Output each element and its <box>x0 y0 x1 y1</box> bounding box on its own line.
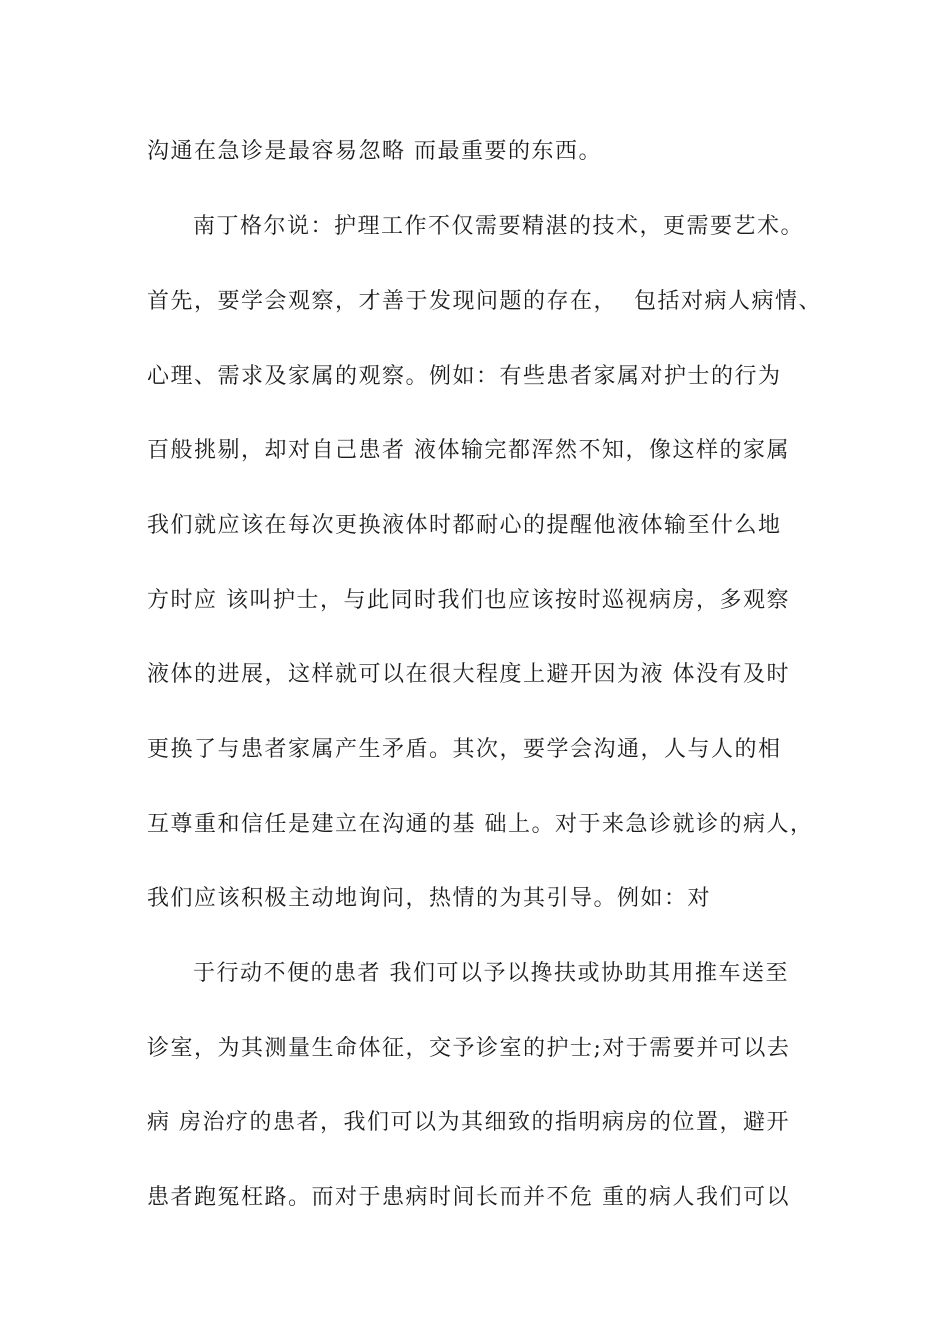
text-line: 液体的进展，这样就可以在很大程度上避开因为液 体没有及时 <box>147 662 790 687</box>
text-line: 心理、需求及家属的观察。例如：有些患者家属对护士的行为 <box>147 364 782 389</box>
text-line: 病 房治疗的患者，我们可以为其细致的指明病房的位置，避开 <box>147 1110 790 1135</box>
text-line: 更换了与患者家属产生矛盾。其次，要学会沟通，人与人的相 <box>147 737 782 762</box>
text-line: 首先，要学会观察，才善于发现问题的存在， 包括对病人病情、 <box>147 289 822 314</box>
text-line: 百般挑剔，却对自己患者 液体输完都浑然不知，像这样的家属 <box>147 438 790 463</box>
paragraph-start-line: 南丁格尔说：护理工作不仅需要精湛的技术，更需要艺术。 <box>193 214 805 239</box>
text-line: 我们应该积极主动地询问，热情的为其引导。例如：对 <box>147 886 712 911</box>
paragraph-start-line: 于行动不便的患者 我们可以予以搀扶或协助其用推车送至 <box>193 961 789 986</box>
text-line: 诊室，为其测量生命体征，交予诊室的护士;对于需要并可以去 <box>147 1036 791 1061</box>
text-line: 沟通在急诊是最容易忽略 而最重要的东西。 <box>147 139 602 164</box>
text-line: 我们就应该在每次更换液体时都耐心的提醒他液体输至什么地 <box>147 513 782 538</box>
text-line: 患者跑冤枉路。而对于患病时间长而并不危 重的病人我们可以 <box>147 1185 790 1210</box>
text-line: 互尊重和信任是建立在沟通的基 础上。对于来急诊就诊的病人， <box>147 812 814 837</box>
text-line: 方时应 该叫护士，与此同时我们也应该按时巡视病房，多观察 <box>147 588 790 613</box>
